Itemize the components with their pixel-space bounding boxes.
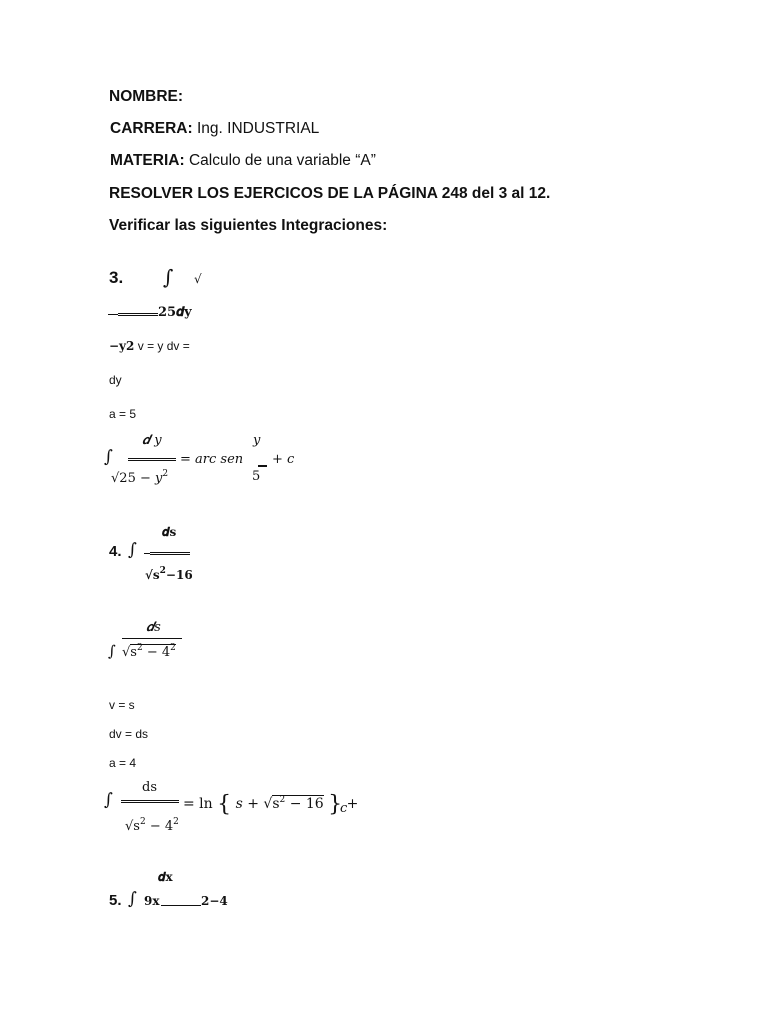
ex3-result-denominator: 5: [252, 469, 261, 484]
ex3-formula-den-a: 25 −: [119, 471, 155, 486]
ex4-res-rbrace: }: [328, 792, 343, 817]
ex3-frac-bar-left: [108, 314, 118, 315]
ex5-frac-bar: [161, 905, 201, 906]
ex4-alt-s: s: [130, 645, 137, 660]
ex4-res-inner-tail: − 16: [285, 796, 324, 812]
ex4-frac-bar: [150, 552, 190, 555]
ex4-res-inner-exp: 2: [279, 795, 286, 805]
ex4-res-rhs: [183, 792, 358, 817]
ex3-integral-sign: ∫: [163, 265, 174, 289]
ex5-integral-sign: ∫: [128, 889, 137, 909]
ex4-res-plus: +: [346, 796, 359, 812]
ex5-number: 5.: [109, 892, 122, 909]
career-value: Ing. INDUSTRIAL: [196, 120, 320, 137]
ex4-alt-denominator: [122, 643, 176, 660]
ex4-res-sqrt: √: [263, 796, 273, 812]
ex3-formula-denominator: [111, 469, 168, 486]
ex3-formula-numerator: 𝒅 𝑦: [142, 433, 162, 448]
ex4-res-lbrace: {: [217, 792, 232, 817]
ex3-v-line: v = y dv =: [137, 339, 190, 353]
ex4-alt-mid: − 4: [142, 645, 171, 660]
instruction: RESOLVER LOS EJERCICOS DE LA PÁGINA 248 del 3 al 12.: [109, 185, 551, 202]
ex5-numerator: 𝒅𝐱: [158, 870, 173, 884]
subject-value: Calculo de una variable “A”: [188, 152, 376, 169]
ex3-number: 3.: [109, 268, 124, 287]
ex3-minus-y2: −𝐲𝟐: [109, 339, 135, 353]
ex3-frac-bar: [118, 313, 158, 316]
ex4-res-den-s: s: [133, 819, 140, 834]
ex4-a-line: a = 4: [109, 756, 137, 770]
ex4-res-den-sqrt: √: [125, 819, 134, 834]
ex4-res-numerator: ds: [142, 780, 157, 795]
ex5-den-b: 𝟐−𝟒: [201, 894, 228, 908]
ex3-a-line: a = 5: [109, 407, 137, 421]
ex5-den-a: 𝟗𝐱: [144, 894, 160, 908]
ex4-numerator: 𝒅𝐬: [162, 525, 177, 539]
ex4-v-line: v = s: [109, 698, 135, 712]
ex4-den-s: 𝐬: [152, 568, 160, 582]
ex4-alt-radicand: [130, 644, 176, 660]
ex4-res-den-exp2: 2: [173, 817, 179, 827]
name-label: NOMBRE:: [109, 88, 184, 105]
ex3-sub-line: [109, 339, 190, 353]
ex3-formula-result: = 𝑎𝑟𝑐 𝑠𝑒𝑛: [180, 452, 244, 467]
ex4-alt-numerator: 𝒅s: [146, 620, 161, 635]
ex4-res-inner-s: s: [272, 796, 280, 812]
ex4-integral-sign: ∫: [128, 540, 137, 560]
ex4-res-den-exp1: 2: [139, 817, 146, 827]
ex4-res-s: 𝑠 +: [235, 796, 264, 812]
ex4-alt-integral: ∫: [108, 642, 116, 660]
ex4-res-denominator: [125, 817, 179, 834]
ex4-res-den-mid: − 4: [145, 819, 174, 834]
ex4-alt-exp2: 2: [170, 643, 176, 653]
ex4-alt-sqrt: √: [122, 645, 131, 660]
ex3-formula-den-y: 𝑦: [155, 471, 163, 486]
ex3-result-plus-c: + 𝑐: [272, 452, 295, 467]
ex4-alt-exp1: 2: [136, 643, 143, 653]
ex4-denominator: [145, 566, 193, 582]
ex4-number: 4.: [109, 543, 122, 560]
ex4-res-bar: [121, 800, 179, 803]
subject-line: [110, 152, 376, 170]
ex3-result-bar: [258, 465, 267, 467]
ex4-den-exp: 𝟐: [159, 566, 166, 576]
ex4-den-sqrt: √: [145, 568, 153, 582]
ex3-result-numerator: 𝑦: [253, 433, 261, 448]
career-line: [110, 120, 319, 138]
ex4-res-eq: = ln: [183, 796, 213, 812]
ex3-frac-tail: 25𝒅𝐲: [158, 305, 192, 320]
ex4-alt-bar: [122, 638, 182, 639]
ex4-den-tail: −𝟏𝟔: [165, 568, 193, 582]
subtitle: Verificar las siguientes Integraciones:: [109, 217, 388, 234]
ex3-formula-bar: [128, 458, 176, 461]
ex3-formula-den-exp: 2: [162, 469, 169, 479]
ex3-sqrt-sign: √: [194, 272, 202, 286]
ex4-res-c: 𝑐: [340, 801, 348, 816]
subject-label: MATERIA:: [110, 152, 185, 169]
ex4-res-integral: ∫: [104, 790, 113, 810]
ex4-res-radicand: [272, 795, 323, 812]
career-label: CARRERA:: [110, 120, 193, 137]
ex3-dy-line: dy: [109, 373, 122, 387]
ex4-dv-line: dv = ds: [109, 727, 149, 741]
ex3-formula-sqrt: √: [111, 471, 120, 486]
ex3-formula-integral: ∫: [104, 447, 113, 467]
